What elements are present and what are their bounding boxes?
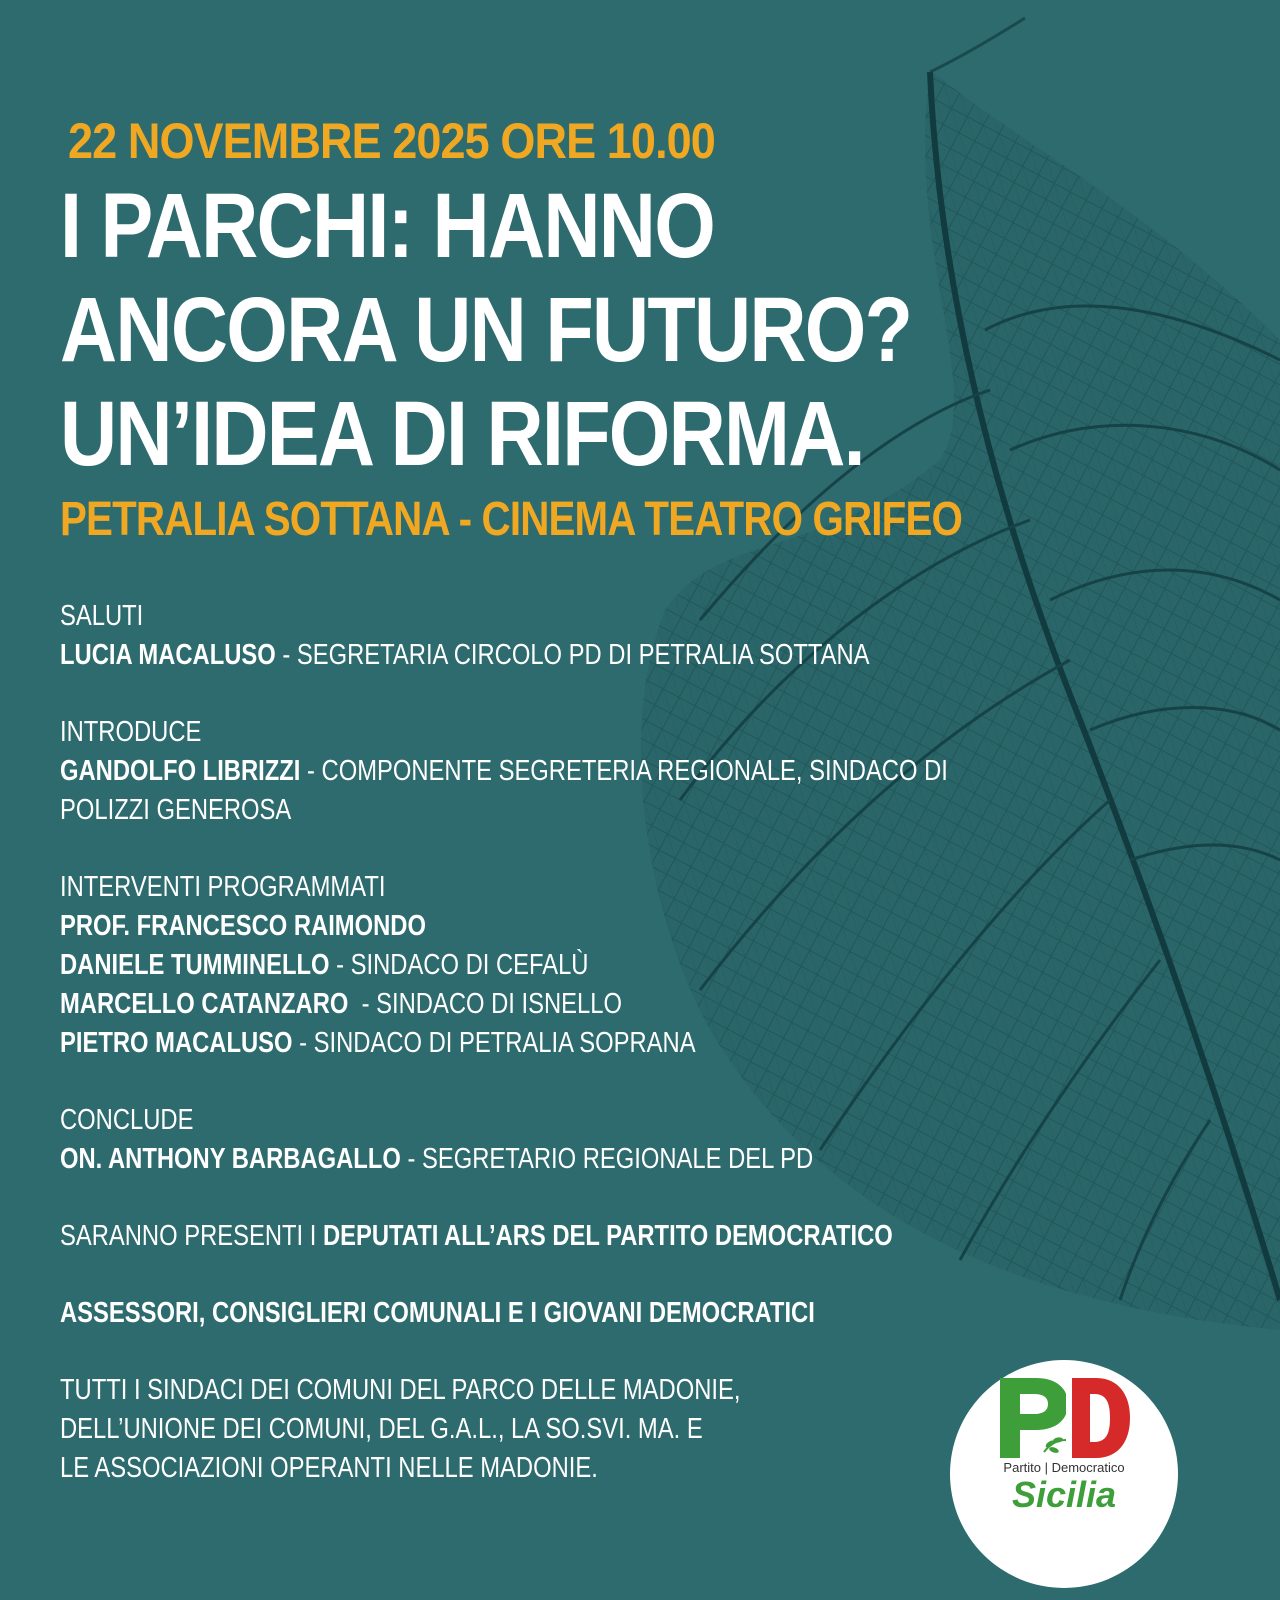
presenti-line	[60, 1217, 893, 1256]
speaker-line	[60, 636, 870, 675]
speaker-role: - COMPONENTE SEGRETERIA REGIONALE, SINDACO DI	[300, 755, 948, 787]
presenti-bold: DEPUTATI ALL’ARS DEL PARTITO DEMOCRATICO	[322, 1220, 893, 1252]
speaker-name: DANIELE TUMMINELLO	[60, 949, 330, 981]
sindaci-line: LE ASSOCIAZIONI OPERANTI NELLE MADONIE.	[60, 1452, 598, 1484]
section-interventi	[60, 868, 814, 1063]
presenti-prefix: SARANNO PRESENTI I	[60, 1220, 323, 1252]
speaker-name: PIETRO MACALUSO	[60, 1027, 293, 1059]
section-conclude	[60, 1101, 814, 1179]
speaker-name: LUCIA MACALUSO	[60, 639, 276, 671]
section-sindaci	[60, 1371, 814, 1488]
speaker-name: ON. ANTHONY BARBAGALLO	[60, 1143, 401, 1175]
speaker-name: PROF. FRANCESCO RAIMONDO	[60, 910, 426, 942]
event-location: PETRALIA SOTTANA - CINEMA TEATRO GRIFEO	[60, 493, 963, 546]
event-title	[60, 174, 912, 486]
sindaci-line: DELL’UNIONE DEI COMUNI, DEL G.A.L., LA SO.SVI. MA. E	[60, 1413, 703, 1445]
logo-partito-democratico: Partito | Democratico	[1003, 1460, 1125, 1475]
sindaci-line: TUTTI I SINDACI DEI COMUNI DEL PARCO DELLE MADONIE,	[60, 1374, 741, 1406]
section-label: SALUTI	[60, 600, 144, 632]
program	[60, 597, 980, 1488]
speaker-role: - SINDACO DI PETRALIA SOPRANA	[292, 1027, 696, 1059]
logo-word: Partito	[1003, 1460, 1041, 1475]
speaker-role: - SINDACO DI ISNELLO	[348, 988, 622, 1020]
title-line: I PARCHI: HANNO	[60, 175, 715, 277]
speaker-name: GANDOLFO LIBRIZZI	[60, 755, 301, 787]
section-label: INTERVENTI PROGRAMMATI	[60, 871, 386, 903]
logo-region: Sicilia	[1011, 1474, 1117, 1515]
poster-content	[60, 112, 980, 1526]
event-date: 22 NOVEMBRE 2025 ORE 10.00	[68, 113, 715, 169]
section-assessori	[60, 1294, 814, 1333]
title-line: UN’IDEA DI RIFORMA.	[60, 383, 864, 485]
speaker-role-continued: POLIZZI GENEROSA	[60, 794, 292, 826]
speaker-name: MARCELLO CATANZARO	[60, 988, 349, 1020]
speaker-line	[60, 1140, 814, 1179]
speaker-line	[60, 752, 948, 791]
speaker-role: - SINDACO DI CEFALÙ	[329, 949, 589, 981]
speaker-line	[60, 907, 814, 946]
title-line: ANCORA UN FUTURO?	[60, 279, 912, 381]
speaker-line	[60, 985, 814, 1024]
section-introduce	[60, 713, 948, 830]
pd-sicilia-logo	[950, 1360, 1178, 1588]
speaker-role: - SEGRETARIA CIRCOLO PD DI PETRALIA SOTTANA	[275, 639, 870, 671]
speaker-line	[60, 1024, 814, 1063]
section-label: INTRODUCE	[60, 716, 202, 748]
speaker-role: - SEGRETARIO REGIONALE DEL PD	[400, 1143, 814, 1175]
assessori-line: ASSESSORI, CONSIGLIERI COMUNALI E I GIOVANI DEMOCRATICI	[60, 1297, 815, 1329]
section-label: CONCLUDE	[60, 1104, 194, 1136]
speaker-line	[60, 946, 814, 985]
logo-word: Democratico	[1051, 1460, 1125, 1475]
section-presenti	[60, 1217, 893, 1256]
section-saluti	[60, 597, 870, 675]
